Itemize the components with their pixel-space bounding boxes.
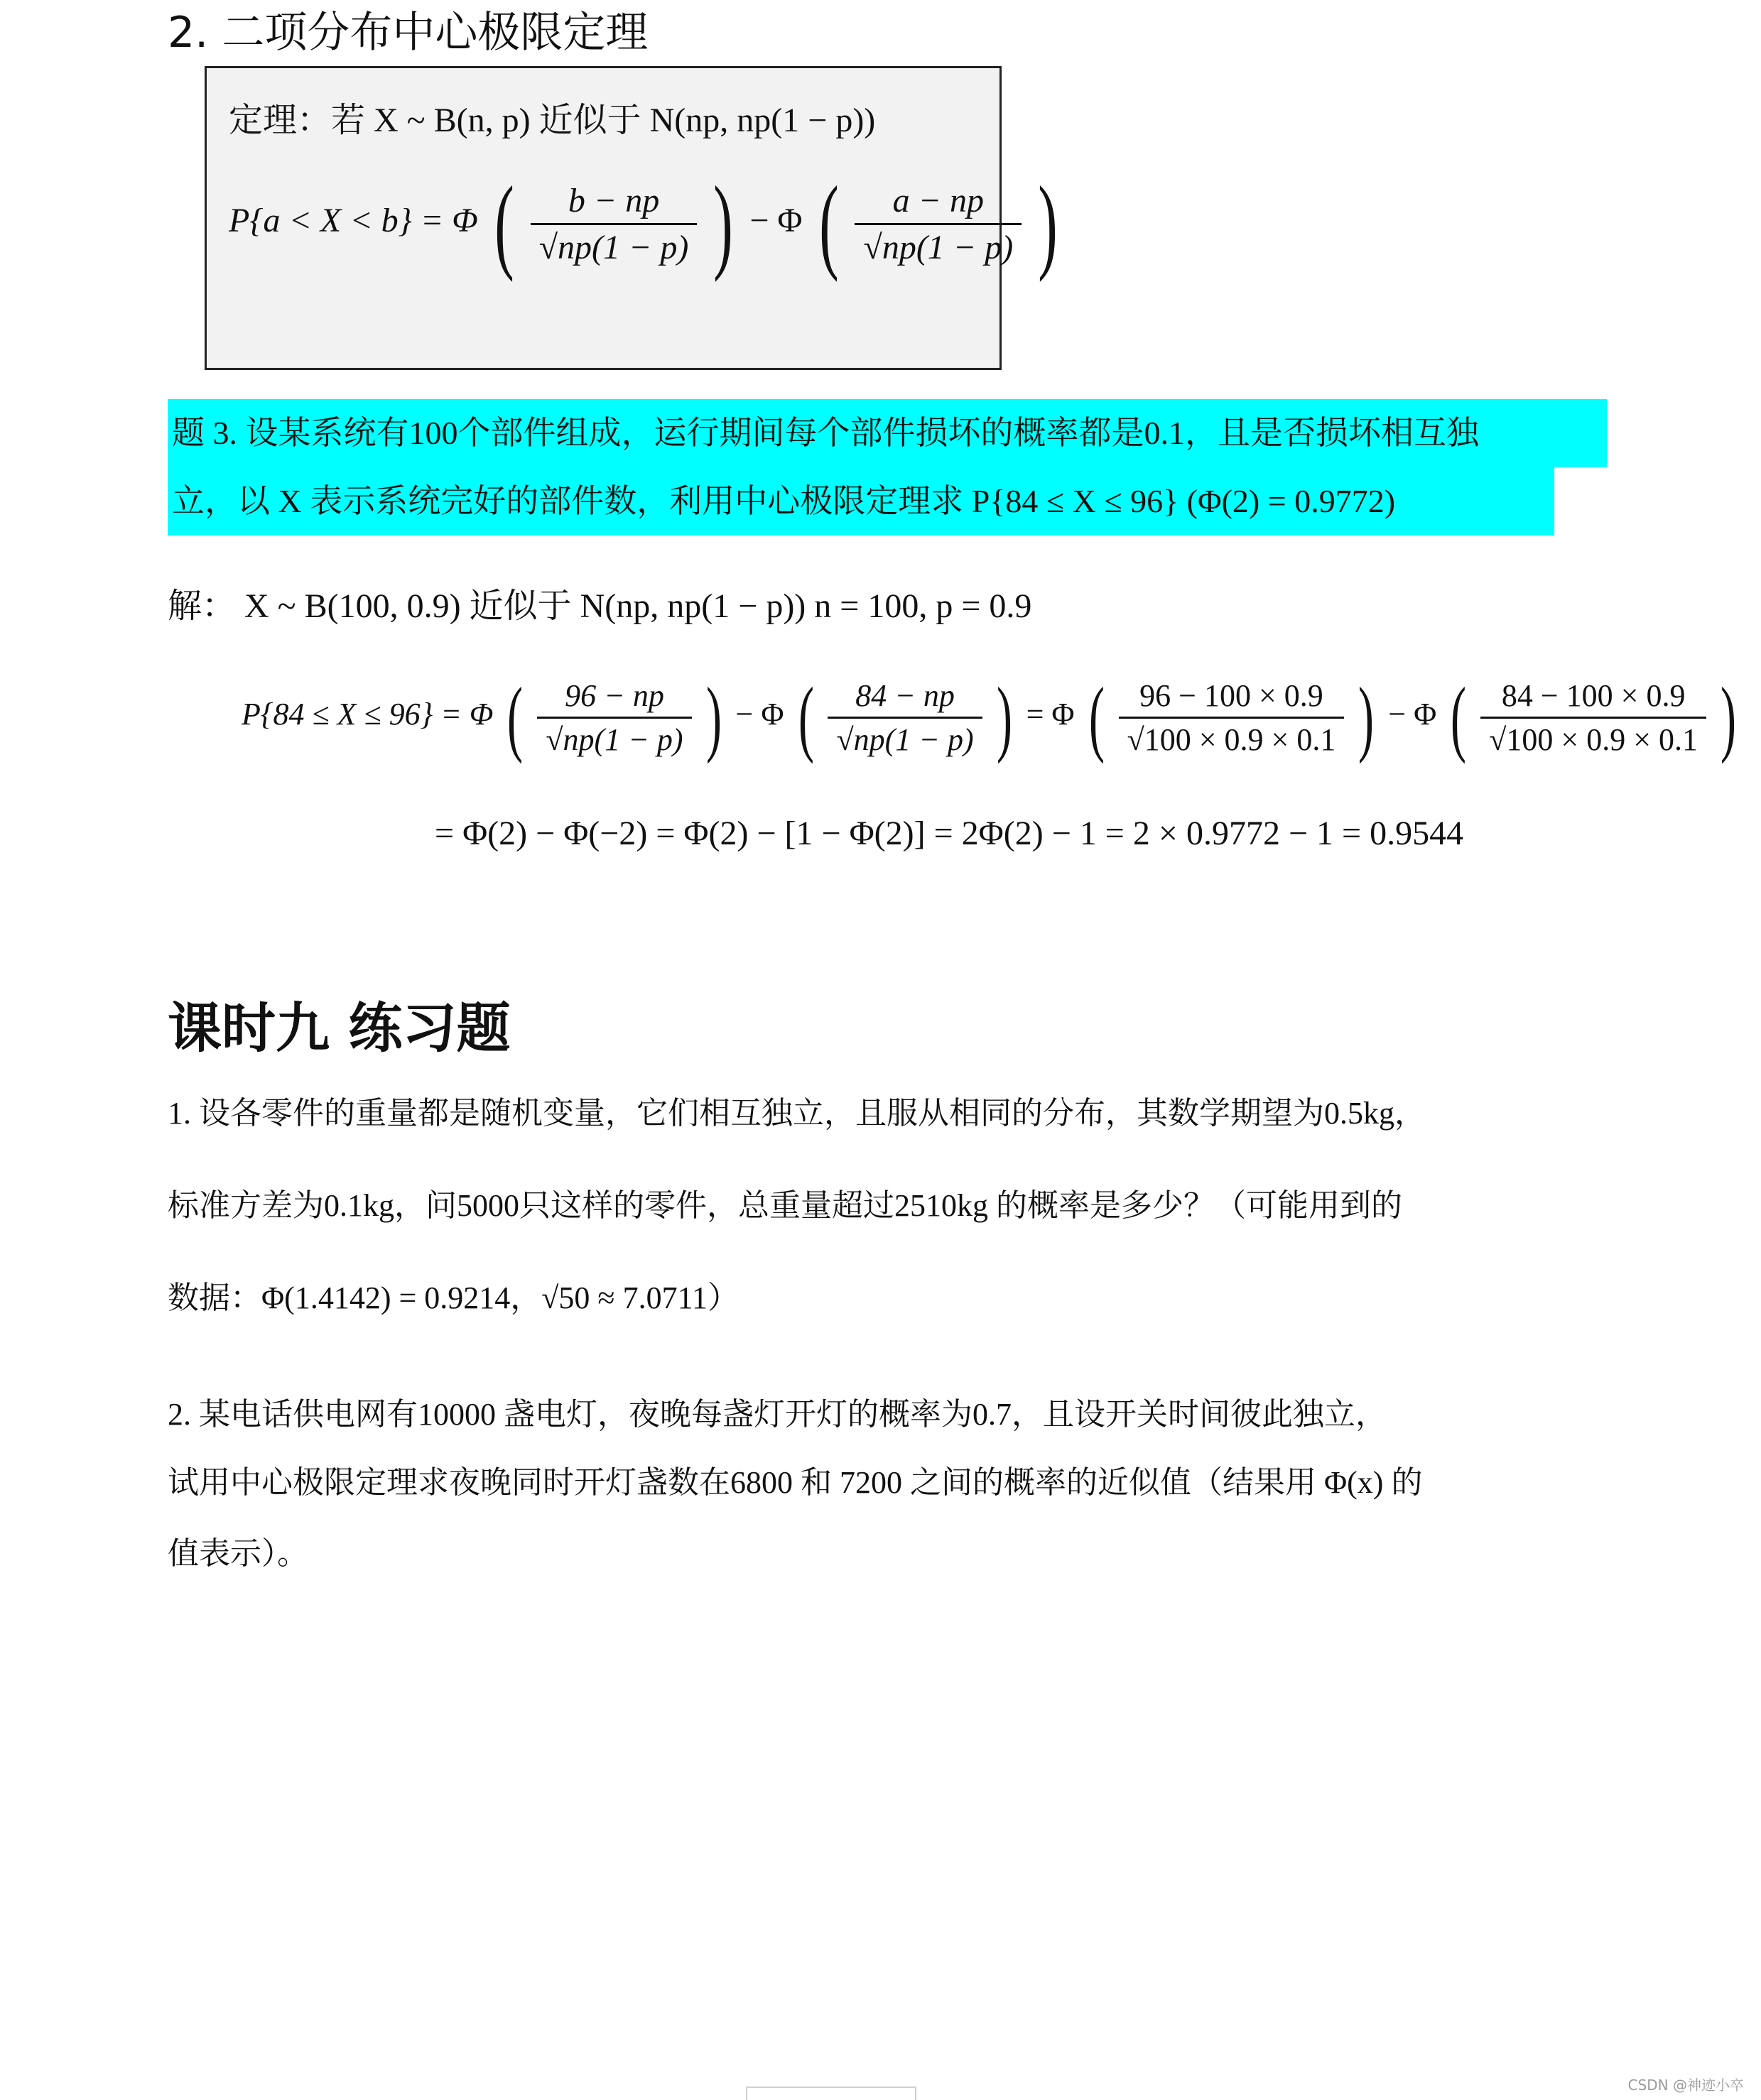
right-paren: ) bbox=[713, 165, 734, 283]
exercises-heading: 课时九 练习题 bbox=[168, 996, 511, 1060]
theorem-minus-phi: − Φ bbox=[749, 202, 803, 240]
problem-line-2: 立，以 X 表示系统完好的部件数，利用中心极限定理求 P{84 ≤ X ≤ 96} (Φ(2) = 0.9772) bbox=[168, 467, 1554, 535]
left-paren: ( bbox=[494, 165, 514, 283]
right-paren: ) bbox=[705, 670, 722, 764]
theorem-formula bbox=[229, 165, 1066, 283]
exercise-1-line-1: 1. 设各零件的重量都是随机变量，它们相互独立，且服从相同的分布，其数学期望为0.5kg， bbox=[168, 1096, 1426, 1131]
fraction-numerator: b − np bbox=[568, 181, 660, 219]
theorem-formula-lhs: P{a < X < b} = Φ bbox=[229, 202, 478, 240]
solution-fraction-3 bbox=[1119, 678, 1345, 758]
right-paren: ) bbox=[1038, 165, 1058, 283]
fraction-numerator: 84 − np bbox=[855, 678, 955, 713]
left-paren: ( bbox=[798, 670, 814, 764]
page-edge-tab bbox=[746, 2087, 916, 2100]
solution-eq-phi: = Φ bbox=[1026, 697, 1075, 732]
exercise-2-line-2: 试用中心极限定理求夜晚同时开灯盏数在6800 和 7200 之间的概率的近似值（结果用 Φ(x) 的 bbox=[168, 1465, 1423, 1500]
left-paren: ( bbox=[818, 165, 839, 283]
section-heading: 2. 二项分布中心极限定理 bbox=[168, 8, 649, 58]
solution-formula bbox=[242, 670, 1743, 764]
solution-minus-phi-2: − Φ bbox=[1388, 697, 1437, 732]
theorem-fraction-2 bbox=[855, 181, 1022, 267]
exercise-1-line-3: 数据：Φ(1.4142) = 0.9214，√50 ≈ 7.0711） bbox=[168, 1280, 739, 1315]
exercise-2-line-3: 值表示）。 bbox=[168, 1536, 308, 1571]
fraction-denominator: √np(1 − p) bbox=[855, 223, 1022, 267]
fraction-denominator: √np(1 − p) bbox=[531, 223, 698, 267]
left-paren: ( bbox=[507, 670, 524, 764]
left-paren: ( bbox=[1088, 670, 1105, 764]
exercise-2-line-1: 2. 某电话供电网有10000 盏电灯，夜晚每盏灯开灯的概率为0.7，且设开关时间彼此独立， bbox=[168, 1397, 1387, 1432]
fraction-denominator: √np(1 − p) bbox=[828, 717, 982, 758]
solution-fraction-2 bbox=[828, 678, 982, 758]
exercise-1-line-2: 标准方差为0.1kg，问5000只这样的零件，总重量超过2510kg 的概率是多少？（可能用到的 bbox=[168, 1188, 1402, 1223]
fraction-numerator: 96 − 100 × 0.9 bbox=[1139, 678, 1323, 713]
solution-fraction-1 bbox=[537, 678, 691, 758]
theorem-statement: 定理：若 X ~ B(n, p) 近似于 N(np, np(1 − p)) bbox=[229, 102, 876, 139]
solution-minus-phi: − Φ bbox=[735, 697, 784, 732]
right-paren: ) bbox=[996, 670, 1012, 764]
theorem-fraction-1 bbox=[531, 181, 698, 267]
fraction-numerator: a − np bbox=[892, 181, 985, 219]
solution-result: = Φ(2) − Φ(−2) = Φ(2) − [1 − Φ(2)] = 2Φ(2) − 1 = 2 × 0.9772 − 1 = 0.9544 bbox=[435, 815, 1464, 852]
watermark: CSDN @神迹小卒 bbox=[1627, 2077, 1744, 2094]
fraction-numerator: 84 − 100 × 0.9 bbox=[1501, 678, 1686, 713]
left-paren: ( bbox=[1451, 670, 1467, 764]
fraction-denominator: √100 × 0.9 × 0.1 bbox=[1119, 717, 1345, 758]
solution-lhs: P{84 ≤ X ≤ 96} = Φ bbox=[242, 697, 494, 732]
fraction-numerator: 96 − np bbox=[565, 678, 664, 713]
right-paren: ) bbox=[1721, 670, 1737, 764]
fraction-denominator: √100 × 0.9 × 0.1 bbox=[1480, 717, 1706, 758]
fraction-denominator: √np(1 − p) bbox=[537, 717, 691, 758]
solution-line-1: 解： X ~ B(100, 0.9) 近似于 N(np, np(1 − p)) n = 100, p = 0.9 bbox=[168, 587, 1032, 625]
solution-fraction-4 bbox=[1480, 678, 1706, 758]
problem-line-1: 题 3. 设某系统有100个部件组成，运行期间每个部件损坏的概率都是0.1，且是否损坏相互独 bbox=[168, 399, 1607, 467]
right-paren: ) bbox=[1358, 670, 1375, 764]
